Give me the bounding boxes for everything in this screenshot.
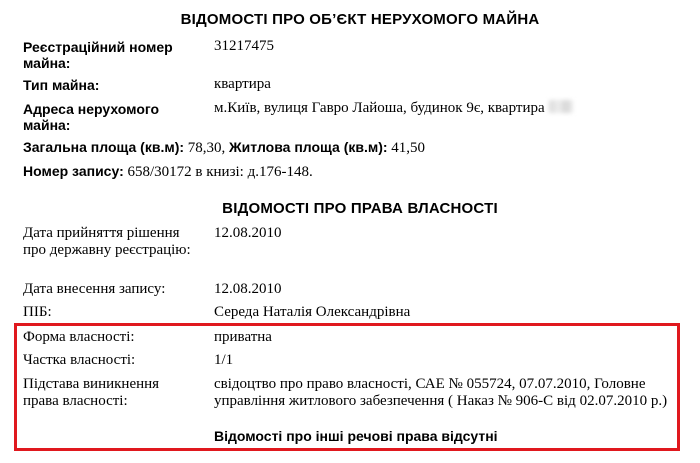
type-label: Тип майна: xyxy=(23,77,100,93)
decision-date-label: Дата прийняття рішення про державну реєстрацію: xyxy=(23,225,191,258)
record-number-label: Номер запису: xyxy=(23,163,124,179)
record-number-value: 658/30172 в книзі: д.176-148. xyxy=(127,164,313,180)
basis-value: свідоцтво про право власності, САЕ № 055724, 07.07.2010, Головне управління житлового забезпечення ( Наказ № 906-С від 02.07.2010 р.) xyxy=(214,376,668,409)
ownership-form-label: Форма власності: xyxy=(23,329,135,345)
property-section-title: ВІДОМОСТІ ПРО ОБ’ЄКТ НЕРУХОМОГО МАЙНА xyxy=(180,11,540,28)
other-rights-note: Відомості про інші речові права відсутні xyxy=(214,428,498,444)
area-row xyxy=(23,139,425,157)
ownership-form-value: приватна xyxy=(214,329,272,345)
record-number-row xyxy=(23,163,313,181)
total-area-value: 78,30, xyxy=(187,140,226,156)
decision-date-value: 12.08.2010 xyxy=(214,225,282,241)
address-value-row xyxy=(214,100,573,117)
ownership-section-title: ВІДОМОСТІ ПРО ПРАВА ВЛАСНОСТІ xyxy=(222,200,498,217)
basis-label: Підстава виникнення права власності: xyxy=(23,376,160,409)
redacted-apartment-number xyxy=(549,100,573,113)
address-label: Адреса нерухомого майна: xyxy=(23,101,160,133)
owner-name-value: Середа Наталія Олександрівна xyxy=(214,304,411,320)
living-area-label: Житлова площа (кв.м): xyxy=(229,139,388,155)
name-label: ПІБ: xyxy=(23,304,52,320)
entry-date-label: Дата внесення запису: xyxy=(23,281,166,297)
type-value: квартира xyxy=(214,76,271,92)
entry-date-value: 12.08.2010 xyxy=(214,281,282,297)
share-label: Частка власності: xyxy=(23,352,136,368)
reg-number-label: Реєстраційний номер майна: xyxy=(23,39,173,71)
living-area-value: 41,50 xyxy=(391,140,426,156)
share-value: 1/1 xyxy=(214,352,234,368)
total-area-label: Загальна площа (кв.м): xyxy=(23,139,185,155)
reg-number-value: 31217475 xyxy=(214,38,274,54)
address-value: м.Київ, вулиця Гавро Лайоша, будинок 9є, квартира xyxy=(214,100,545,116)
